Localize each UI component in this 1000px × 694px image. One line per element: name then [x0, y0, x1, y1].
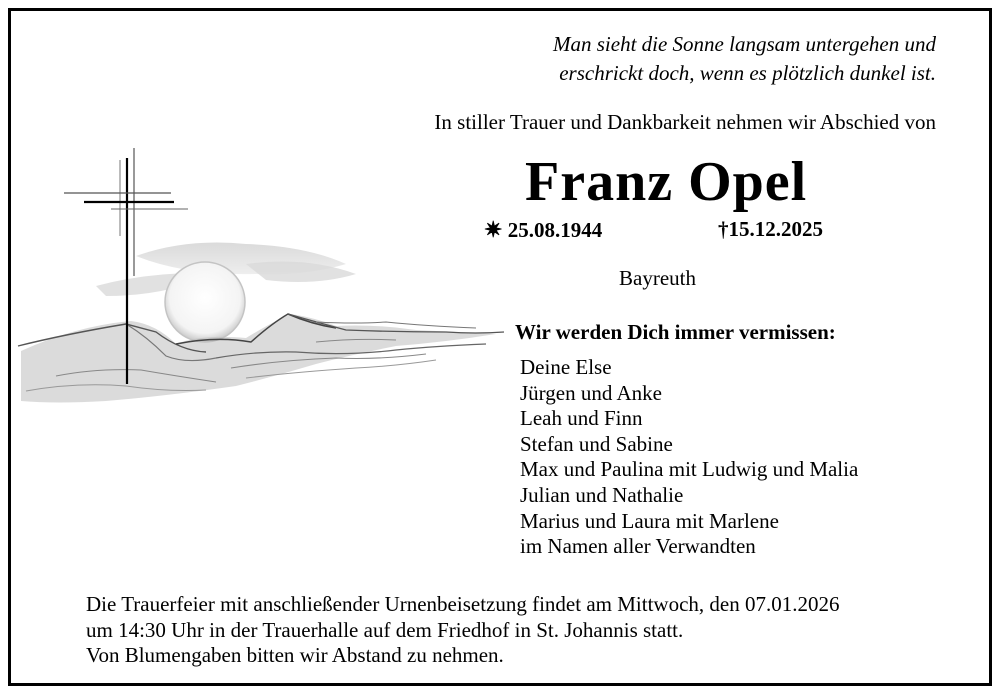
- memorial-illustration: [16, 146, 506, 416]
- deceased-name: Franz Opel: [525, 151, 808, 213]
- quote-line-2: erschrickt doch, wenn es plötzlich dunkel ist.: [559, 61, 936, 85]
- death-date-group: [718, 217, 823, 242]
- mourner-line: Stefan und Sabine: [520, 431, 673, 456]
- mourner-line: Leah und Finn: [520, 406, 643, 431]
- mourners-heading: Wir werden Dich immer vermissen:: [515, 320, 836, 344]
- mountains-icon: [18, 314, 504, 403]
- mourner-line: Max und Paulina mit Ludwig und Malia: [520, 457, 859, 482]
- death-date: 15.12.2025: [728, 217, 823, 241]
- intro-text: In stiller Trauer und Dankbarkeit nehmen wir Abschied von: [434, 110, 936, 134]
- mourners-list: [520, 355, 858, 560]
- mourner-line: Marius und Laura mit Marlene: [520, 508, 779, 533]
- death-cross-icon: †: [718, 217, 729, 241]
- funeral-info: [86, 592, 839, 669]
- deceased-city: Bayreuth: [619, 266, 696, 290]
- funeral-info-line-1: Die Trauerfeier mit anschließender Urnenbeisetzung findet am Mittwoch, den 07.01.2026: [86, 592, 840, 616]
- funeral-info-line-2: um 14:30 Uhr in der Trauerhalle auf dem Friedhof in St. Johannis statt.: [86, 617, 684, 642]
- sun-icon: [165, 262, 245, 342]
- mourner-line: Julian und Nathalie: [520, 482, 684, 507]
- mourner-line: Jürgen und Anke: [520, 380, 662, 405]
- mourner-line: im Namen aller Verwandten: [520, 534, 756, 559]
- funeral-info-line-3: Von Blumengaben bitten wir Abstand zu nehmen.: [86, 643, 504, 668]
- birth-star-icon: ✷: [484, 217, 503, 242]
- birth-date: 25.08.1944: [507, 218, 603, 242]
- mourner-line: Deine Else: [520, 355, 612, 379]
- quote-line-1: Man sieht die Sonne langsam untergehen und: [553, 32, 936, 56]
